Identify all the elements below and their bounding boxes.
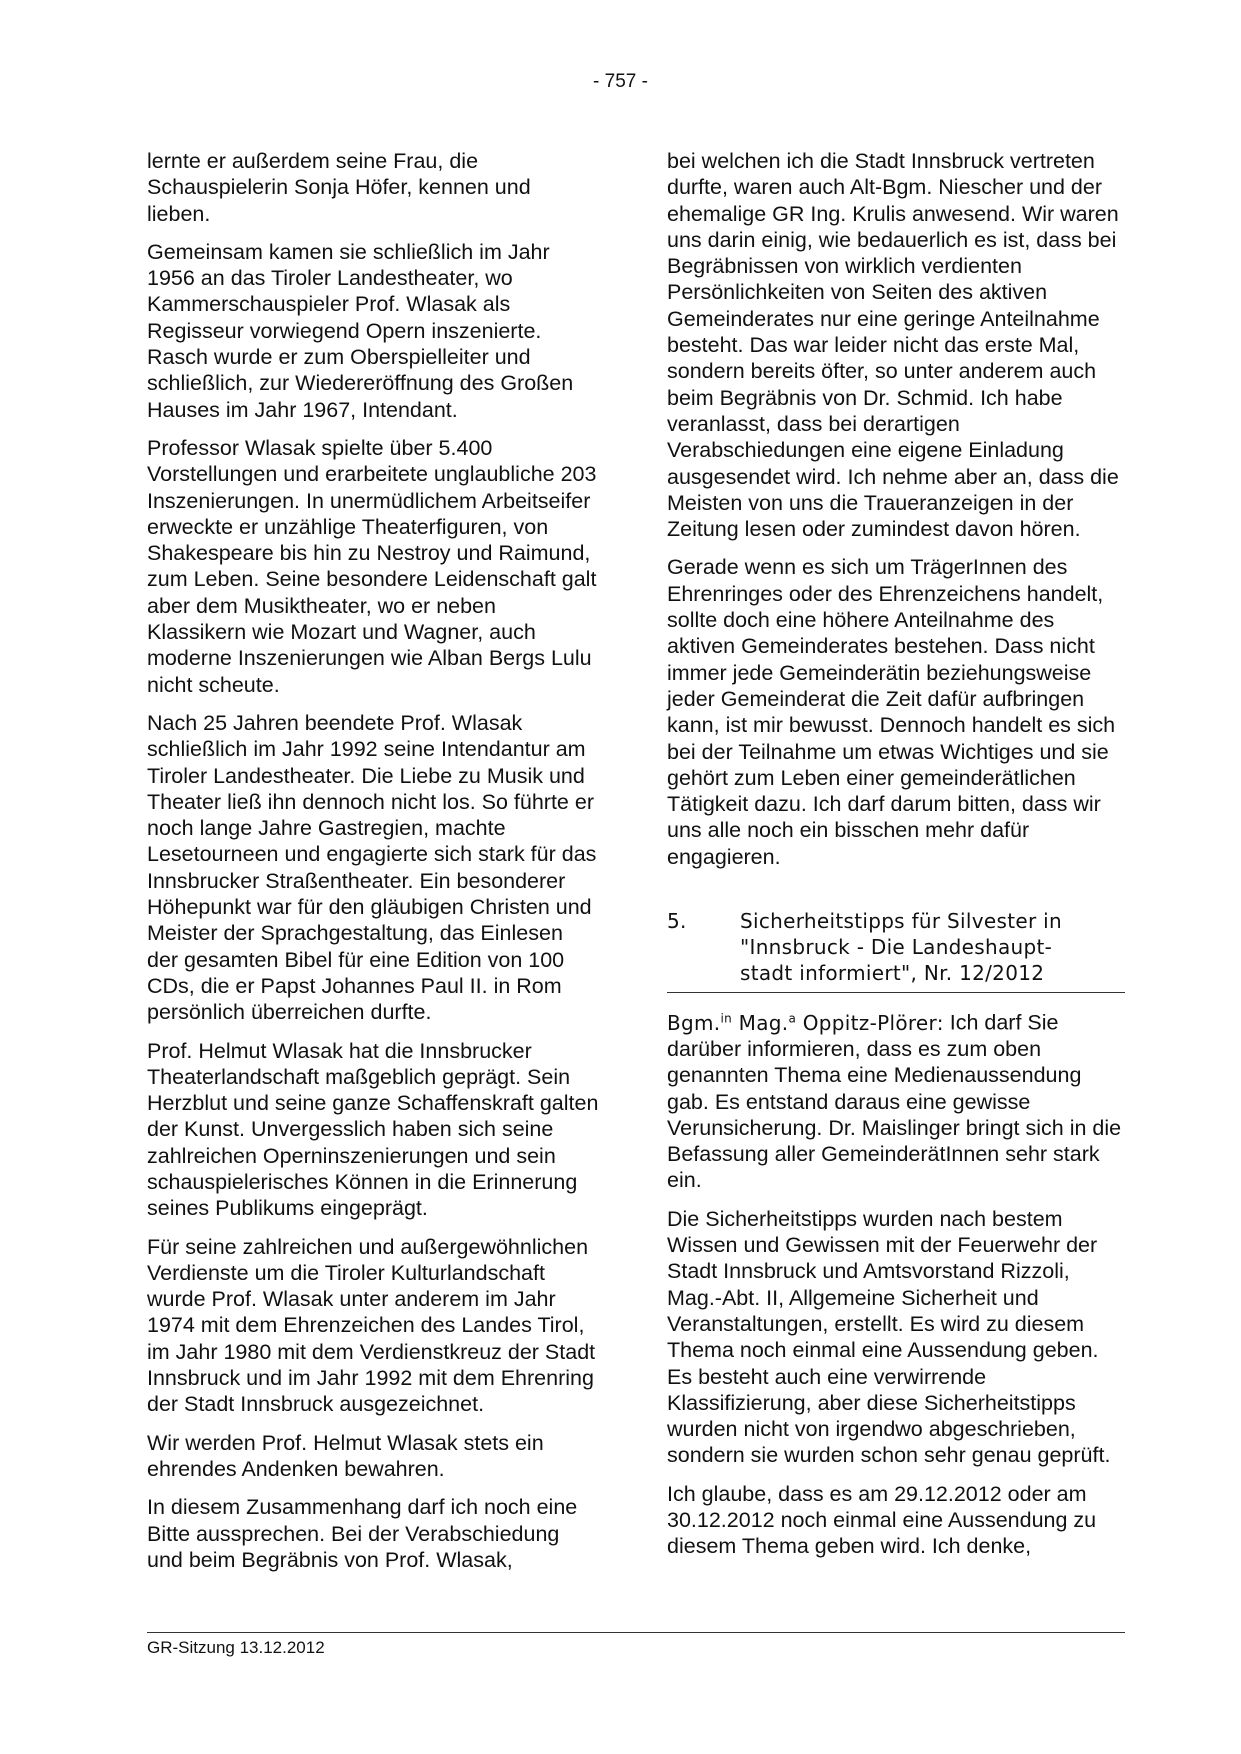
speaker-paragraph xyxy=(667,1005,1125,1194)
footer-text: GR-Sitzung 13.12.2012 xyxy=(147,1638,325,1657)
speaker-text: Ich darf Sie darüber informieren, dass es zum oben genannten Thema eine Medienaussendung gab. Es entstand daraus eine gewisse Verunsicherung. Dr. Maislinger bringt sich in die Befassung aller GemeinderätInnen sehr stark ein. xyxy=(667,1010,1122,1193)
footer xyxy=(147,1632,1125,1658)
speaker-name: Bgm.$^{in}$ Mag.$^a$ Oppitz-Plörer: xyxy=(667,1010,944,1035)
paragraph: Nach 25 Jahren beendete Prof. Wlasak schließlich im Jahr 1992 seine Intendantur am Tiroler Landestheater. Die Liebe zu Musik und Theater ließ ihn dennoch nicht los. So führte er noch lange Jahre Gastregien, machte Lesetourneen und engagierte sich stark für das Innsbrucker Straßentheater. Ein besonderer Höhepunkt war für den gläubigen Christen und Meister der Sprachgestaltung, das Einlesen der gesamten Bibel für eine Edition von 100 CDs, die er Papst Johannes Paul II. in Rom persönlich überreichen durfte. xyxy=(147,710,597,1025)
left-column xyxy=(147,148,599,1585)
paragraph: Gerade wenn es sich um TrägerInnen des Ehrenringes oder des Ehrenzeichens handelt, sollte doch eine höhere Anteilnahme des aktiven Gemeinderates bestehen. Dass nicht immer jede Gemeinderätin beziehungsweise jeder Gemeinderat die Zeit dafür aufbringen kann, ist mir bewusst. Dennoch handelt es sich bei der Teilnahme um etwas Wichtiges und sie gehört zum Leben einer gemeinderätlichen Tätigkeit dazu. Ich darf darum bitten, dass wir uns alle noch ein bisschen mehr dafür engagieren. xyxy=(667,555,1116,869)
paragraph: Prof. Helmut Wlasak hat die Innsbrucker Theaterlandschaft maßgeblich geprägt. Sein Herzblut und seine ganze Schaffenskraft galten der Kunst. Unvergesslich haben sich seine zahlreichen Operninszenierungen und sein schauspielerisches Können in die Erinnerung seines Publikums eingeprägt. xyxy=(147,1038,599,1221)
agenda-item-heading xyxy=(667,908,1125,993)
paragraph: lernte er außerdem seine Frau, die Schauspielerin Sonja Höfer, kennen und lieben. xyxy=(147,149,531,226)
page-number: - 757 - xyxy=(593,71,648,92)
paragraph: Die Sicherheitstipps wurden nach bestem Wissen und Gewissen mit der Feuerwehr der Stadt Innsbruck und Amtsvorstand Rizzoli, Mag.-Abt. II, Allgemeine Sicherheit und Veranstaltungen, erstellt. Es wird zu diesem Thema noch einmal eine Aussendung geben. Es besteht auch eine verwirrende Klassifizierung, aber diese Sicherheitstipps wurden nicht von irgendwo abgeschrieben, sondern sie wurden schon sehr genau geprüft. xyxy=(667,1206,1111,1468)
paragraph: Für seine zahlreichen und außergewöhnlichen Verdienste um die Tiroler Kulturlandschaft wurde Prof. Wlasak unter anderem im Jahr 1974 mit dem Ehrenzeichen des Landes Tirol, im Jahr 1980 mit dem Verdienstkreuz der Stadt Innsbruck und im Jahr 1992 mit dem Ehrenring der Stadt Innsbruck ausgezeichnet. xyxy=(147,1234,596,1417)
paragraph: Professor Wlasak spielte über 5.400 Vorstellungen und erarbeitete unglaubliche 203 Inszenierungen. In unermüdlichem Arbeitseifer erweckte er unzählige Theaterfiguren, von Shakespeare bis hin zu Nestroy und Raimund, zum Leben. Seine besondere Leidenschaft galt aber dem Musiktheater, wo er neben Klassikern wie Mozart und Wagner, auch moderne Inszenierungen wie Alban Bergs Lulu nicht scheute. xyxy=(147,435,597,697)
right-column xyxy=(667,148,1125,1572)
paragraph: bei welchen ich die Stadt Innsbruck vertreten durfte, waren auch Alt-Bgm. Niescher und der ehemalige GR Ing. Krulis anwesend. Wir waren uns darin einig, wie bedauerlich es ist, dass bei Begräbnissen von wirklich verdienten Persönlichkeiten von Seiten des aktiven Gemeinderates nur eine geringe Anteilnahme besteht. Das war leider nicht das erste Mal, sondern bereits öfter, so unter anderem auch beim Begräbnis von Dr. Schmid. Ich habe veranlasst, dass bei derartigen Verabschiedungen eine eigene Einladung ausgesendet wird. Ich nehme aber an, dass die Meisten von uns die Traueranzeigen in der Zeitung lesen oder zumindest davon hören. xyxy=(667,149,1119,542)
agenda-item-title: Sicherheitstipps für Silvester in "Innsbruck - Die Landeshaupt- stadt informiert", Nr. 12/2012 xyxy=(740,909,1062,986)
agenda-item-number: 5. xyxy=(667,909,687,934)
paragraph: Ich glaube, dass es am 29.12.2012 oder am 30.12.2012 noch einmal eine Aussendung zu diesem Thema geben wird. Ich denke, xyxy=(667,1481,1097,1559)
paragraph: Wir werden Prof. Helmut Wlasak stets ein ehrendes Andenken bewahren. xyxy=(147,1430,544,1481)
paragraph: In diesem Zusammenhang darf ich noch eine Bitte aussprechen. Bei der Verabschiedung und beim Begräbnis von Prof. Wlasak, xyxy=(147,1495,578,1572)
paragraph: Gemeinsam kamen sie schließlich im Jahr 1956 an das Tiroler Landestheater, wo Kammerschauspieler Prof. Wlasak als Regisseur vorwiegend Opern inszenierte. Rasch wurde er zum Oberspielleiter und schließlich, zur Wiedereröffnung des Großen Hauses im Jahr 1967, Intendant. xyxy=(147,239,574,422)
